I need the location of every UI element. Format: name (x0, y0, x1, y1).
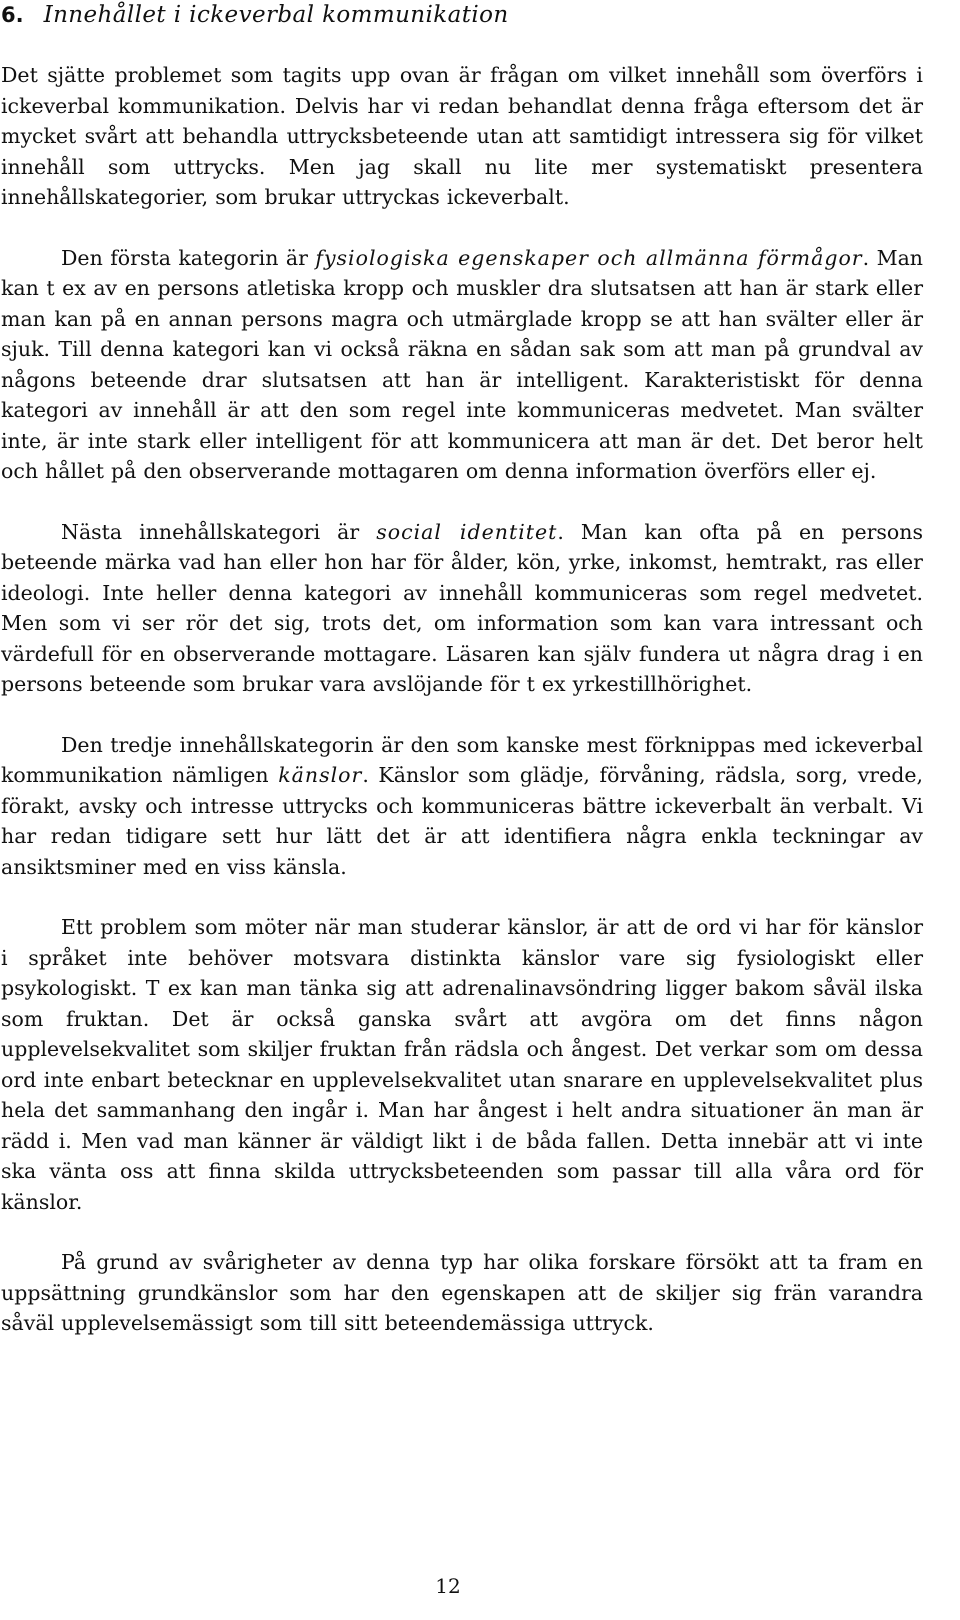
paragraph-5-text: Ett problem som möter när man studerar känslor, är att de ord vi har för känslor i språket inte behöver motsvara distinkta känslor vare sig fysiologiskt eller psykologiskt. T ex kan man tänka sig att adrenalinavsöndring ligger bakom såväl ilska som fruktan. Det är också ganska svårt att avgöra om det finns någon upplevelsekvalitet som skiljer fruktan från rädsla och ångest. Det verkar som om dessa ord inte enbart betecknar en upplevelsekvalitet utan snarare en upplevelsekvalitet plus hela det sammanhang den ingår i. Man har ångest i helt andra situationer än man är rädd i. Men vad man känner är väldigt likt i de båda fallen. Detta innebär att vi inte ska vänta oss att finna skilda uttrycksbeteenden som passar till alla våra ord för känslor. (1, 915, 923, 1214)
paragraph-2-body: . Man kan t ex av en persons atletiska kropp och muskler dra slutsatsen att han är stark eller man kan på en annan persons magra och utmärglade kropp se att han svälter eller är sjuk. Till denna kategori kan vi också räkna en sådan sak som att man på grundval av någons beteende drar slutsatsen att han är intelligent. Karakteristiskt för denna kategori av innehåll är att den som regel inte kommuniceras medvetet. Man svälter inte, är inte stark eller intelligent för att kommunicera att man är det. Det beror helt och hållet på den observerande mottagaren om denna information överförs eller ej. (1, 245, 923, 483)
section-heading (1, 0, 923, 29)
page-number: 12 (435, 1574, 461, 1598)
paragraph-5 (1, 912, 923, 1217)
paragraph-6 (1, 1247, 923, 1339)
paragraph-3-body: . Man kan ofta på en persons beteende märka vad han eller hon har för ålder, kön, yrke, inkomst, hemtrakt, ras eller ideologi. Inte heller denna kategori av innehåll kommuniceras som regel medvetet. Men som vi ser rör det sig, trots det, om information som kan vara intressant och värdefull för en observerande mottagare. Läsaren kan själv fundera ut några drag i en persons beteende som brukar vara avslöjande för t ex yrkestillhörighet. (1, 519, 923, 696)
paragraph-4 (1, 730, 923, 883)
paragraph-3-lead: Nästa innehållskategori är (61, 519, 377, 544)
paragraph-2-lead: Den första kategorin är (61, 245, 316, 270)
page-content (1, 0, 923, 1339)
paragraph-4-lead: Den tredje innehållskategorin är den som kanske mest förknippas med ickeverbal kommunikation nämligen (1, 732, 923, 787)
term-social-identity: social identitet (376, 519, 558, 544)
section-number: 6. (1, 3, 24, 27)
paragraph-3 (1, 517, 923, 700)
paragraph-1: Det sjätte problemet som tagits upp ovan är frågan om vilket innehåll som överförs i ickeverbal kommunikation. Delvis har vi redan behandlat denna fråga eftersom det är mycket svårt att behandla uttrycksbeteende utan att samtidigt intressera sig för vilket innehåll som uttrycks. Men jag skall nu lite mer systematiskt presentera innehållskategorier, som brukar uttryckas ickeverbalt. (1, 63, 923, 209)
paragraph-4-body: . Känslor som glädje, förvåning, rädsla, sorg, vrede, förakt, avsky och intresse uttrycks och kommuniceras bättre ickeverbalt än verbalt. Vi har redan tidigare sett hur lätt det är att identifiera några enkla teckningar av ansiktsminer med en viss känsla. (1, 763, 923, 879)
paragraph-6-text: På grund av svårigheter av denna typ har olika forskare försökt att ta fram en uppsättning grundkänslor som har den egenskapen att de skiljer sig frän varandra såväl upplevelsemässigt som till sitt beteendemässiga uttryck. (1, 1250, 923, 1335)
paragraph-2 (1, 243, 923, 487)
term-emotions: känslor (278, 763, 363, 787)
section-title: Innehållet i ickeverbal kommunikation (43, 2, 509, 28)
term-physiological-properties: fysiologiska egenskaper och allmänna förmågor (315, 245, 863, 270)
